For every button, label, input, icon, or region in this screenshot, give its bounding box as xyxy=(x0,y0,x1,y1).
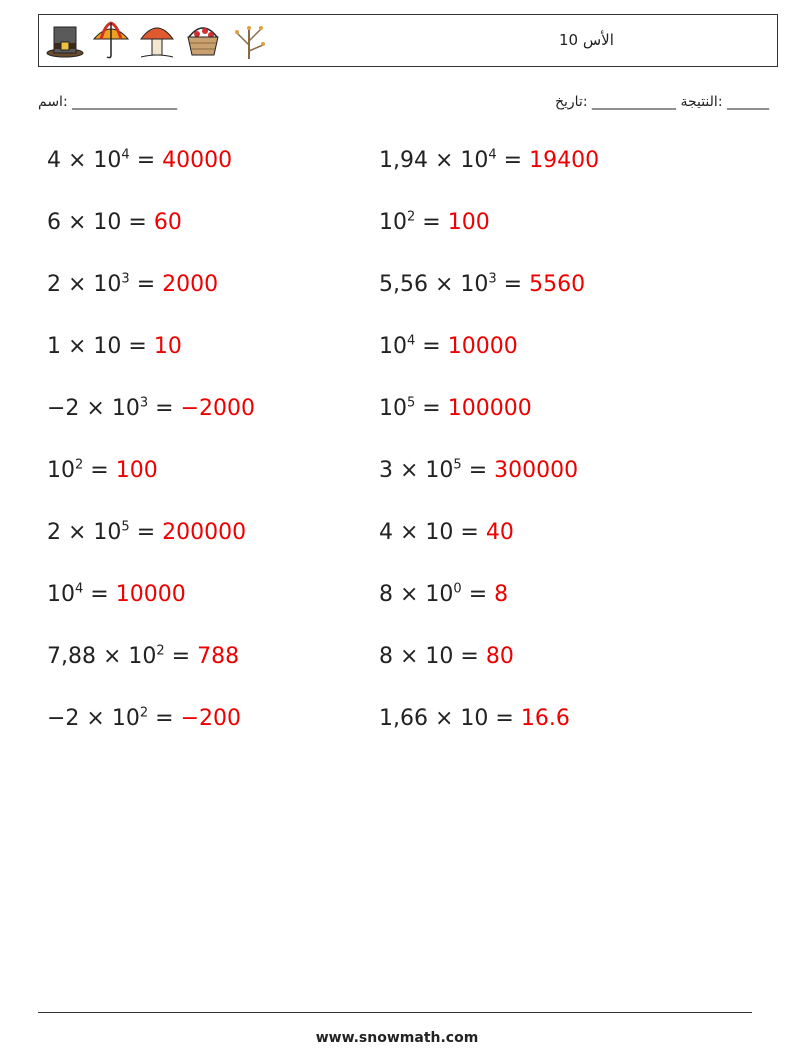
problem-question: 8 × 10 xyxy=(379,582,454,607)
pilgrim-hat-icon xyxy=(45,19,85,61)
problem-item xyxy=(379,644,514,669)
equals-sign: = xyxy=(164,644,198,669)
problem-answer: −2000 xyxy=(180,396,255,421)
problem-item xyxy=(47,272,218,297)
problem-exponent: 2 xyxy=(75,457,84,473)
problem-answer: 5560 xyxy=(529,272,586,297)
problem-item xyxy=(47,334,182,359)
problem-exponent: 5 xyxy=(407,395,416,411)
equals-sign: = xyxy=(129,272,163,297)
problem-answer: 100 xyxy=(447,210,490,235)
date-score-label: النتيجة ____________ :تاريخ: ______ xyxy=(554,94,769,110)
problem-item xyxy=(47,396,255,421)
problem-answer: 60 xyxy=(153,210,182,235)
equals-sign: = xyxy=(415,396,448,421)
problem-item xyxy=(379,520,514,545)
problem-answer: 2000 xyxy=(162,272,219,297)
problem-question: 7,88 × 10 xyxy=(47,644,157,669)
problem-question: 10 xyxy=(379,396,407,421)
problem-question: 4 × 10 xyxy=(379,520,454,545)
equals-sign: = xyxy=(461,582,495,607)
page-title: الأس 10 xyxy=(559,31,614,49)
problem-answer: 19400 xyxy=(529,148,600,173)
problem-item xyxy=(379,334,518,359)
problem-question: 10 xyxy=(47,458,75,483)
equals-sign: = xyxy=(83,458,116,483)
problem-answer: 10 xyxy=(153,334,182,359)
problem-exponent: 4 xyxy=(488,147,497,163)
problem-answer: 80 xyxy=(485,644,514,669)
problem-item xyxy=(47,706,241,731)
problem-exponent: 2 xyxy=(407,209,416,225)
problem-item xyxy=(47,148,232,173)
problem-exponent: 5 xyxy=(453,457,462,473)
problem-question: 4 × 10 xyxy=(47,148,122,173)
problem-exponent: 3 xyxy=(139,395,149,411)
equals-sign: = xyxy=(129,148,163,173)
problem-question: 10 xyxy=(379,334,407,359)
equals-sign: = xyxy=(148,396,181,421)
problem-question: 2 × 10 xyxy=(47,272,122,297)
problem-item xyxy=(47,644,239,669)
problem-exponent: 3 xyxy=(121,271,130,287)
mushroom-icon xyxy=(137,19,177,61)
equals-sign: = xyxy=(121,210,154,235)
problem-item xyxy=(379,272,585,297)
footer-divider xyxy=(38,1012,752,1013)
problem-exponent: 4 xyxy=(121,147,130,163)
problem-question: 5,56 × 10 xyxy=(379,272,489,297)
problem-exponent: 0 xyxy=(453,581,462,597)
equals-sign: = xyxy=(488,706,521,731)
problem-answer: 10000 xyxy=(115,582,186,607)
problem-answer: 200000 xyxy=(162,520,247,545)
problem-answer: 8 xyxy=(494,582,509,607)
problem-question: 8 × 10 xyxy=(379,644,454,669)
name-field-label: اسم: _______________ xyxy=(38,94,178,110)
problem-exponent: 2 xyxy=(156,643,165,659)
problem-answer: 100000 xyxy=(447,396,532,421)
problem-item xyxy=(47,210,182,235)
problem-item xyxy=(379,148,599,173)
equals-sign: = xyxy=(121,334,154,359)
problem-answer: 40 xyxy=(485,520,514,545)
problem-exponent: 4 xyxy=(407,333,416,349)
problem-item xyxy=(47,520,246,545)
equals-sign: = xyxy=(461,458,495,483)
tree-icon xyxy=(229,19,269,61)
problem-item xyxy=(379,210,490,235)
problem-item xyxy=(47,582,186,607)
problem-question: 3 × 10 xyxy=(379,458,454,483)
problem-exponent: 3 xyxy=(488,271,497,287)
problem-question: 2 × 10 xyxy=(47,520,122,545)
problem-exponent: 4 xyxy=(75,581,84,597)
problem-answer: 16.6 xyxy=(520,706,570,731)
problem-item xyxy=(379,706,570,731)
equals-sign: = xyxy=(453,644,486,669)
problem-item xyxy=(379,582,508,607)
problem-question: 6 × 10 xyxy=(47,210,122,235)
problem-answer: 40000 xyxy=(162,148,233,173)
header-icons xyxy=(45,19,269,61)
basket-icon xyxy=(183,19,223,61)
problem-exponent: 2 xyxy=(139,705,149,721)
problem-question: 10 xyxy=(47,582,75,607)
equals-sign: = xyxy=(129,520,163,545)
equals-sign: = xyxy=(496,272,530,297)
header-box xyxy=(38,14,778,67)
problem-answer: 788 xyxy=(197,644,240,669)
problem-answer: 300000 xyxy=(494,458,579,483)
problem-question: 1,66 × 10 xyxy=(379,706,489,731)
umbrella-icon xyxy=(91,19,131,61)
equals-sign: = xyxy=(496,148,530,173)
equals-sign: = xyxy=(415,334,448,359)
problem-answer: 100 xyxy=(115,458,158,483)
problem-question: 1,94 × 10 xyxy=(379,148,489,173)
problem-question: −2 × 10 xyxy=(47,706,140,731)
equals-sign: = xyxy=(453,520,486,545)
problem-question: −2 × 10 xyxy=(47,396,140,421)
problem-question: 10 xyxy=(379,210,407,235)
problem-exponent: 5 xyxy=(121,519,130,535)
problem-answer: −200 xyxy=(180,706,241,731)
equals-sign: = xyxy=(148,706,181,731)
problem-item xyxy=(379,458,578,483)
equals-sign: = xyxy=(83,582,116,607)
footer-url: www.snowmath.com xyxy=(315,1030,479,1046)
problem-item xyxy=(47,458,158,483)
equals-sign: = xyxy=(415,210,448,235)
problem-question: 1 × 10 xyxy=(47,334,122,359)
problem-answer: 10000 xyxy=(447,334,518,359)
problem-item xyxy=(379,396,532,421)
